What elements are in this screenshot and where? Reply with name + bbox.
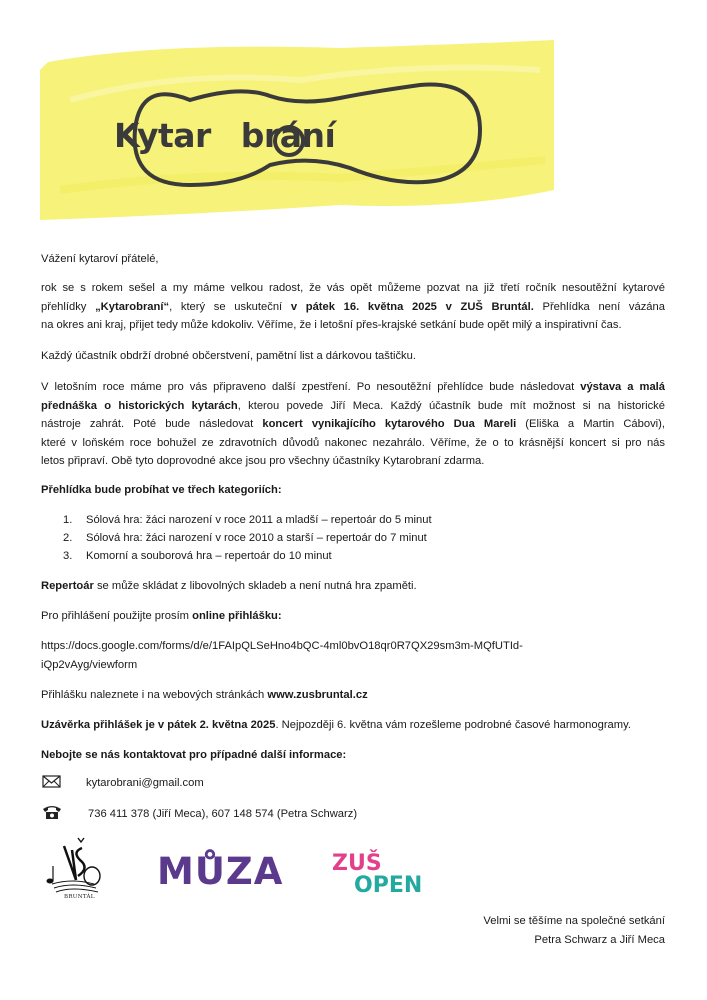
zus-bruntal-logo xyxy=(42,836,112,902)
lecture-highlight: přednáška o historických kytarách xyxy=(41,399,238,412)
list-number: 1. xyxy=(63,514,73,526)
website-text: Přihlášku naleznete i na webových stránkách xyxy=(41,689,268,701)
signup-url[interactable] xyxy=(41,637,665,674)
contact-email[interactable]: kytarobrani@gmail.com xyxy=(86,777,204,789)
greeting: Vážení kytaroví přátelé, xyxy=(41,253,159,265)
logo-text-right: brání xyxy=(240,116,336,155)
logo-text xyxy=(114,116,335,155)
list-text: Komorní a souborová hra – repertoár do 10 minut xyxy=(86,550,332,562)
program-text: nástroje zahrát. Poté bude následovat xyxy=(41,418,263,430)
signup-note xyxy=(41,607,665,626)
concert-highlight: koncert vynikajícího kytarového Dua Mareli xyxy=(262,418,517,430)
intro-text: Přehlídka není vázána xyxy=(533,300,665,313)
signature xyxy=(483,912,665,949)
contact-phone[interactable]: 736 411 378 (Jiří Meca), 607 148 574 (Petra Schwarz) xyxy=(88,808,358,820)
event-date: v pátek 16. května 2025 v ZUŠ Bruntál. xyxy=(290,300,534,313)
event-name: „Kytarobraní“ xyxy=(95,300,170,313)
intro-text: přehlídky xyxy=(41,300,96,313)
website-link[interactable]: www.zusbruntal.cz xyxy=(267,689,368,701)
program-text: V letošním roce máme pro vás připraveno další zpestření. Po nesoutěžní přehlídce bude následovat xyxy=(41,381,581,393)
deadline-date: Uzávěrka přihlášek je v pátek 2. května 2025 xyxy=(41,719,276,731)
intro-line-3: na okres ani kraj, přijet tedy může kdokoliv. Věříme, že i letošní přes-krajské setkání bude opět milý a inspirativní čas. xyxy=(41,319,622,331)
list-text: Sólová hra: žáci narození v roce 2010 a starší – repertoár do 7 minut xyxy=(86,532,427,544)
intro-line-1: rok se s rokem sešel a my máme velkou radost, že vás opět můžeme pozvat na již třetí ročník nesoutěžní kytarové xyxy=(41,282,665,294)
program-line-4: které v loňském roce bohužel ze zdravotních důvodů nakonec nezahrálo. Věříme, že o to krásnější koncert si pro nás xyxy=(41,436,665,449)
intro-line-2 xyxy=(41,298,665,317)
program-line-5: letos připraví. Obě tyto doprovodné akce jsou pro všechny účastníky Kytarobraní zdarma. xyxy=(41,455,485,467)
signup-url-line-1[interactable]: https://docs.google.com/forms/d/e/1FAIpQLSeHno4bQC-4ml0bvO18qr0R7QX29sm3m-MQfUTId- xyxy=(41,640,523,652)
contact-heading xyxy=(41,746,665,765)
list-item xyxy=(63,529,427,547)
envelope-icon xyxy=(42,773,62,792)
contact-heading-text: Nebojte se nás kontaktovat pro případné další informace: xyxy=(41,749,347,761)
signature-line-2: Petra Schwarz a Jiří Meca xyxy=(534,933,665,946)
program-text: (Eliška a Martin Cábovi), xyxy=(516,418,665,430)
deadline-note xyxy=(41,716,665,735)
website-note xyxy=(41,686,665,705)
list-item xyxy=(63,547,332,565)
program-line-1 xyxy=(41,378,665,397)
header-banner xyxy=(40,40,554,220)
phone-icon xyxy=(41,804,63,823)
signup-text: Pro přihlášení použijte prosím xyxy=(41,610,193,622)
zus-open-logo xyxy=(332,853,422,897)
program-line-2 xyxy=(41,397,665,416)
zus-emblem xyxy=(42,836,112,902)
repertoire-label: Repertoár xyxy=(41,580,94,592)
logo-text-left: Kytar xyxy=(114,116,211,155)
zus-open-bottom: OPEN xyxy=(354,873,423,898)
program-line-3 xyxy=(41,415,665,434)
intro-text: , který se uskuteční xyxy=(169,300,291,313)
muza-logo: MŮZA xyxy=(157,850,284,893)
list-item xyxy=(63,511,432,529)
exhibition-highlight: výstava a malá xyxy=(580,381,665,393)
gifts-paragraph: Každý účastník obdrží drobné občerstvení, pamětní list a dárkovou taštičku. xyxy=(41,350,416,362)
signature-line-1: Velmi se těšíme na společné setkání xyxy=(483,915,665,927)
program-paragraph xyxy=(41,378,665,471)
list-number: 2. xyxy=(63,532,73,544)
list-number: 3. xyxy=(63,550,73,562)
zus-open-top: ZUŠ xyxy=(332,851,382,876)
program-text: , kterou povede Jiří Meca. Každý účastník bude mít možnost si na historické xyxy=(237,399,665,412)
categories-heading-text: Přehlídka bude probíhat ve třech kategoriích: xyxy=(41,484,282,496)
intro-paragraph xyxy=(41,279,665,335)
repertoire-text: se může skládat z libovolných skladeb a není nutná hra zpaměti. xyxy=(93,580,417,592)
signup-url-line-2[interactable]: iQp2vAyg/viewform xyxy=(41,658,138,671)
categories-heading xyxy=(41,481,665,500)
deadline-text: . Nejpozději 6. května vám rozešleme podrobné časové harmonogramy. xyxy=(275,719,631,731)
zus-caption: BRUNTÁL xyxy=(64,894,95,900)
signup-link-label: online přihlášku: xyxy=(192,610,282,622)
list-text: Sólová hra: žáci narození v roce 2011 a mladší – repertoár do 5 minut xyxy=(86,514,432,526)
repertoire-note xyxy=(41,577,665,596)
